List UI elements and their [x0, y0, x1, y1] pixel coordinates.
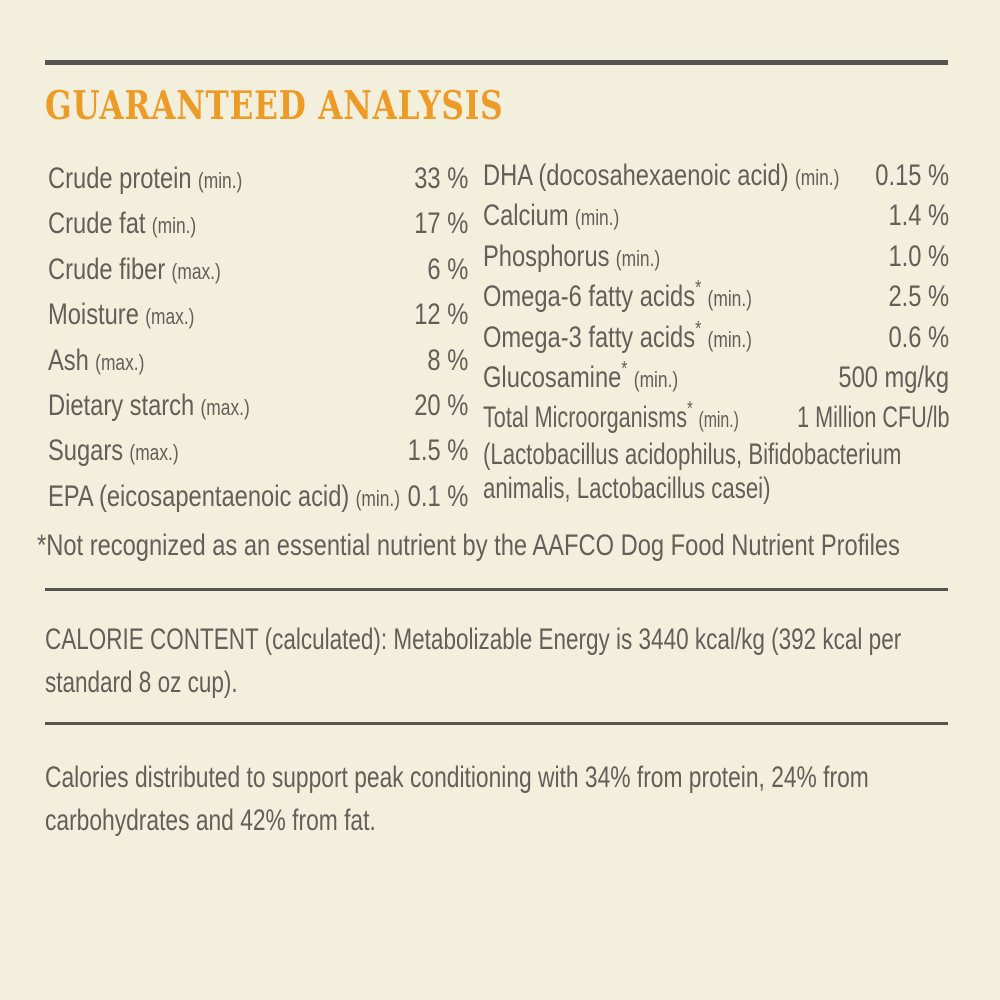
- qualifier: (min.): [355, 485, 400, 511]
- nutrient-label: Total Microorganisms* (min.): [483, 398, 739, 435]
- qualifier: (min.): [707, 286, 752, 312]
- nutrient-value: 500 mg/kg: [838, 360, 950, 394]
- analysis-row-ash: [48, 338, 468, 383]
- nutrient-value: 0.15 %: [875, 159, 950, 192]
- aafco-footnote: *Not recognized as an essential nutrient by the AAFCO Dog Food Nutrient Profiles: [37, 529, 900, 562]
- section-divider: [45, 588, 948, 591]
- qualifier: (max.): [129, 440, 179, 466]
- nutrient-value: 1.5 %: [407, 434, 469, 468]
- microorganisms-species-line: animalis, Lactobacillus casei): [483, 471, 771, 505]
- nutrient-label: Omega-3 fatty acids* (min.): [483, 317, 752, 354]
- nutrient-value: 1.4 %: [888, 199, 950, 233]
- analysis-row-epa: [48, 474, 468, 519]
- analysis-row-dha: [483, 156, 949, 196]
- qualifier: (min.): [707, 326, 752, 352]
- microorganisms-species-line: (Lactobacillus acidophilus, Bifidobacterium: [483, 438, 902, 472]
- analysis-row-phosphorus: [483, 237, 949, 277]
- nutrient-value: 2.5 %: [888, 280, 950, 314]
- nutrient-label: EPA (eicosapentaenoic acid) (min.): [48, 479, 400, 513]
- asterisk: *: [621, 357, 628, 380]
- qualifier: (min.): [615, 245, 661, 271]
- qualifier: (min.): [197, 168, 243, 193]
- qualifier: (max.): [171, 258, 221, 284]
- analysis-row-crude-fat: [48, 201, 468, 246]
- nutrient-value: 6 %: [427, 252, 469, 286]
- nutrient-label: Phosphorus (min.): [483, 239, 661, 273]
- analysis-column-left: [48, 156, 468, 519]
- analysis-row-crude-fiber: [48, 247, 468, 292]
- nutrient-value: 17 %: [414, 207, 469, 241]
- nutrient-value: 0.1 %: [407, 479, 469, 513]
- qualifier: (min.): [151, 213, 197, 239]
- analysis-column-right: [483, 156, 949, 505]
- nutrient-value: 20 %: [414, 388, 469, 422]
- nutrient-value: 0.6 %: [888, 320, 950, 354]
- asterisk: *: [695, 277, 702, 300]
- nutrient-value: 1 Million CFU/lb: [797, 401, 950, 435]
- analysis-row-omega3: [483, 318, 949, 358]
- calorie-content-text: standard 8 oz cup).: [45, 666, 238, 699]
- nutrient-label: Crude fiber (max.): [48, 252, 221, 286]
- nutrient-value: 1.0 %: [888, 239, 950, 273]
- analysis-row-total-microorganisms: [483, 398, 950, 438]
- nutrient-label: Sugars (max.): [48, 434, 179, 468]
- qualifier: (min.): [794, 165, 840, 190]
- analysis-row-sugars: [48, 428, 468, 473]
- qualifier: (min.): [633, 366, 679, 392]
- nutrient-label: DHA (docosahexaenoic acid) (min.): [483, 159, 840, 192]
- nutrient-label: Ash (max.): [48, 343, 145, 377]
- calorie-content-text: CALORIE CONTENT (calculated): Metabolizable Energy is 3440 kcal/kg (392 kcal per: [45, 623, 902, 656]
- calorie-content-section: [45, 618, 1000, 704]
- calorie-distribution-text: carbohydrates and 42% from fat.: [45, 804, 376, 837]
- qualifier: (max.): [95, 349, 145, 375]
- analysis-row-dietary-starch: [48, 383, 468, 428]
- nutrient-label: Dietary starch (max.): [48, 388, 250, 422]
- section-divider: [45, 722, 948, 725]
- calorie-distribution-section: [45, 756, 1000, 842]
- asterisk: *: [687, 398, 693, 421]
- nutrient-value: 8 %: [427, 343, 469, 377]
- asterisk: *: [695, 317, 702, 340]
- nutrient-label: Calcium (min.): [483, 199, 620, 233]
- calorie-distribution-text: Calories distributed to support peak conditioning with 34% from protein, 24% from: [45, 761, 869, 794]
- analysis-row-calcium: [483, 196, 949, 236]
- qualifier: (max.): [145, 304, 195, 330]
- qualifier: (min.): [698, 407, 739, 433]
- nutrient-label: Omega-6 fatty acids* (min.): [483, 277, 752, 314]
- qualifier: (max.): [200, 394, 250, 420]
- analysis-row-omega6: [483, 277, 949, 317]
- nutrient-label: Moisture (max.): [48, 298, 195, 332]
- analysis-row-crude-protein: [48, 156, 468, 201]
- nutrient-value: 33 %: [414, 162, 469, 195]
- top-divider: [45, 60, 948, 65]
- nutrient-label: Glucosamine* (min.): [483, 357, 679, 394]
- qualifier: (min.): [574, 205, 620, 231]
- nutrient-label: Crude fat (min.): [48, 207, 197, 241]
- page-title: GUARANTEED ANALYSIS: [45, 83, 504, 129]
- analysis-row-moisture: [48, 292, 468, 337]
- analysis-row-glucosamine: [483, 358, 949, 398]
- nutrient-label: Crude protein (min.): [48, 162, 243, 195]
- nutrient-value: 12 %: [414, 298, 469, 332]
